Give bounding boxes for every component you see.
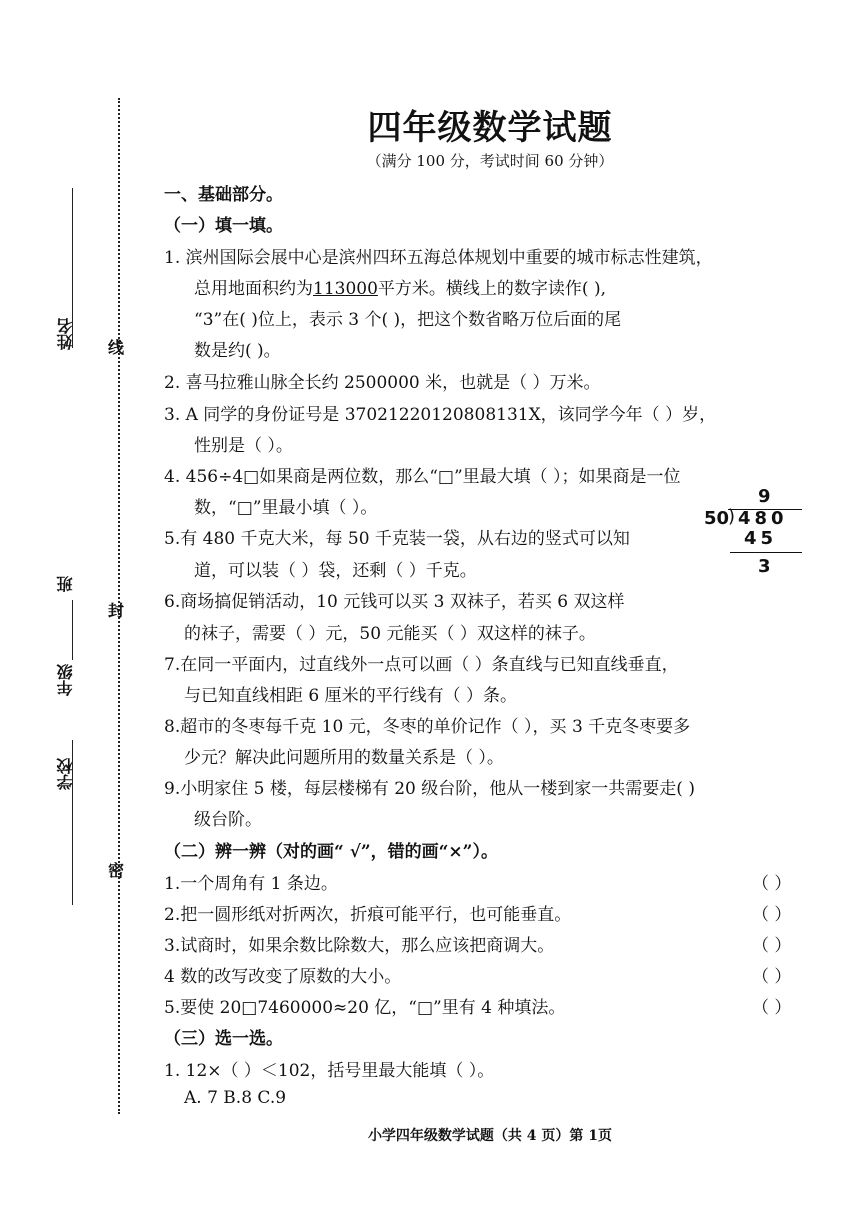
division-remainder: 3: [758, 556, 771, 577]
q1-line1: 1. 滨州国际会展中心是滨州四环五海总体规划中重要的城市标志性建筑，: [164, 248, 713, 268]
feng-label: 封: [108, 601, 125, 620]
school-blank-line: [72, 740, 73, 905]
xian-label: 线: [108, 338, 125, 357]
q1-underlined-number: 113000: [313, 279, 378, 299]
division-bracket: ): [728, 506, 736, 527]
section-choose: （三）选一选。: [164, 1029, 283, 1049]
q8-line2: 少元？解决此问题所用的数量关系是（ ）。: [184, 748, 504, 768]
name-label: 姓名: [56, 318, 75, 350]
section-fill: （一）填一填。: [164, 216, 283, 236]
judge-answer-paren[interactable]: （ ）: [752, 905, 792, 925]
judge-answer-paren[interactable]: （ ）: [752, 936, 792, 956]
judge-item: 4 数的改写改变了原数的大小。: [164, 967, 402, 987]
section-basic: 一、基础部分。: [164, 185, 283, 205]
page-subtitle: （满分 100 分，考试时间 60 分钟）: [366, 152, 614, 170]
division-line: [730, 552, 802, 553]
q5-line2: 道，可以装（ ）袋，还剩（ ）千克。: [194, 561, 477, 581]
section-judge: （二）辨一辨（对的画“ √”，错的画“×”）。: [164, 842, 498, 862]
name-blank-line: [72, 188, 73, 348]
class-label: 班: [56, 576, 75, 592]
q4-line1: 4. 456÷4□如果商是两位数，那么“□”里最大填（ ）；如果商是一位: [164, 467, 681, 487]
q6-line1: 6.商场搞促销活动，10 元钱可以买 3 双袜子，若买 6 双这样: [164, 592, 625, 612]
judge-answer-paren[interactable]: （ ）: [752, 998, 792, 1018]
q3-line2: 性别是（ ）。: [194, 436, 293, 456]
q7-line1: 7.在同一平面内，过直线外一点可以画（ ）条直线与已知直线垂直，: [164, 655, 679, 675]
judge-item: 5.要使 20□7460000≈20 亿，“□”里有 4 种填法。: [164, 998, 566, 1018]
page-title: 四年级数学试题: [367, 108, 613, 148]
school-label: 学校: [56, 758, 75, 790]
q9-line2: 级台阶。: [194, 810, 262, 830]
division-divisor: 50: [704, 508, 730, 529]
mi-label: 密: [108, 861, 125, 880]
long-division-figure: [700, 486, 810, 586]
division-dividend: 480: [738, 508, 788, 529]
q1-line2: 总用地面积约为113000平方米。横线上的数字读作( ),: [194, 279, 606, 299]
judge-item: 2.把一圆形纸对折两次，折痕可能平行，也可能垂直。: [164, 905, 572, 925]
grade-label: 年级: [56, 664, 75, 696]
q9-line1: 9.小明家住 5 楼，每层楼梯有 20 级台阶，他从一楼到家一共需要走( ): [164, 779, 695, 799]
q6-line2: 的袜子，需要（ ）元，50 元能买（ ）双这样的袜子。: [184, 624, 596, 644]
division-quotient: 9: [758, 486, 771, 507]
grade-blank-line: [72, 600, 73, 660]
division-product: 45: [744, 528, 778, 549]
q5-line1: 5.有 480 千克大米，每 50 千克装一袋，从右边的竖式可以知: [164, 529, 630, 549]
judge-answer-paren[interactable]: （ ）: [752, 874, 792, 894]
q7-line2: 与已知直线相距 6 厘米的平行线有（ ）条。: [184, 686, 518, 706]
q8-line1: 8.超市的冬枣每千克 10 元，冬枣的单价记作（ ），买 3 千克冬枣要多: [164, 717, 691, 737]
q2-line: 2. 喜马拉雅山脉全长约 2500000 米，也就是（ ）万米。: [164, 373, 601, 393]
choose-q1: 1. 12×（ ）＜102，括号里最大能填（ ）。: [164, 1061, 495, 1081]
page-footer: 小学四年级数学试题（共 4 页）第 1页: [367, 1128, 613, 1144]
choose-q1-options: A. 7 B.8 C.9: [184, 1088, 287, 1108]
judge-item: 1.一个周角有 1 条边。: [164, 874, 338, 894]
judge-item: 3.试商时，如果余数比除数大，那么应该把商调大。: [164, 936, 555, 956]
judge-answer-paren[interactable]: （ ）: [752, 967, 792, 987]
q1-line3: “3”在( )位上，表示 3 个( )，把这个数省略万位后面的尾: [194, 310, 622, 330]
q3-line1: 3. A 同学的身份证号是 37021220120808131X，该同学今年（ ）岁，: [164, 405, 717, 425]
q4-line2: 数，“□”里最小填（ ）。: [194, 498, 378, 518]
q1-line4: 数是约( )。: [194, 341, 281, 361]
